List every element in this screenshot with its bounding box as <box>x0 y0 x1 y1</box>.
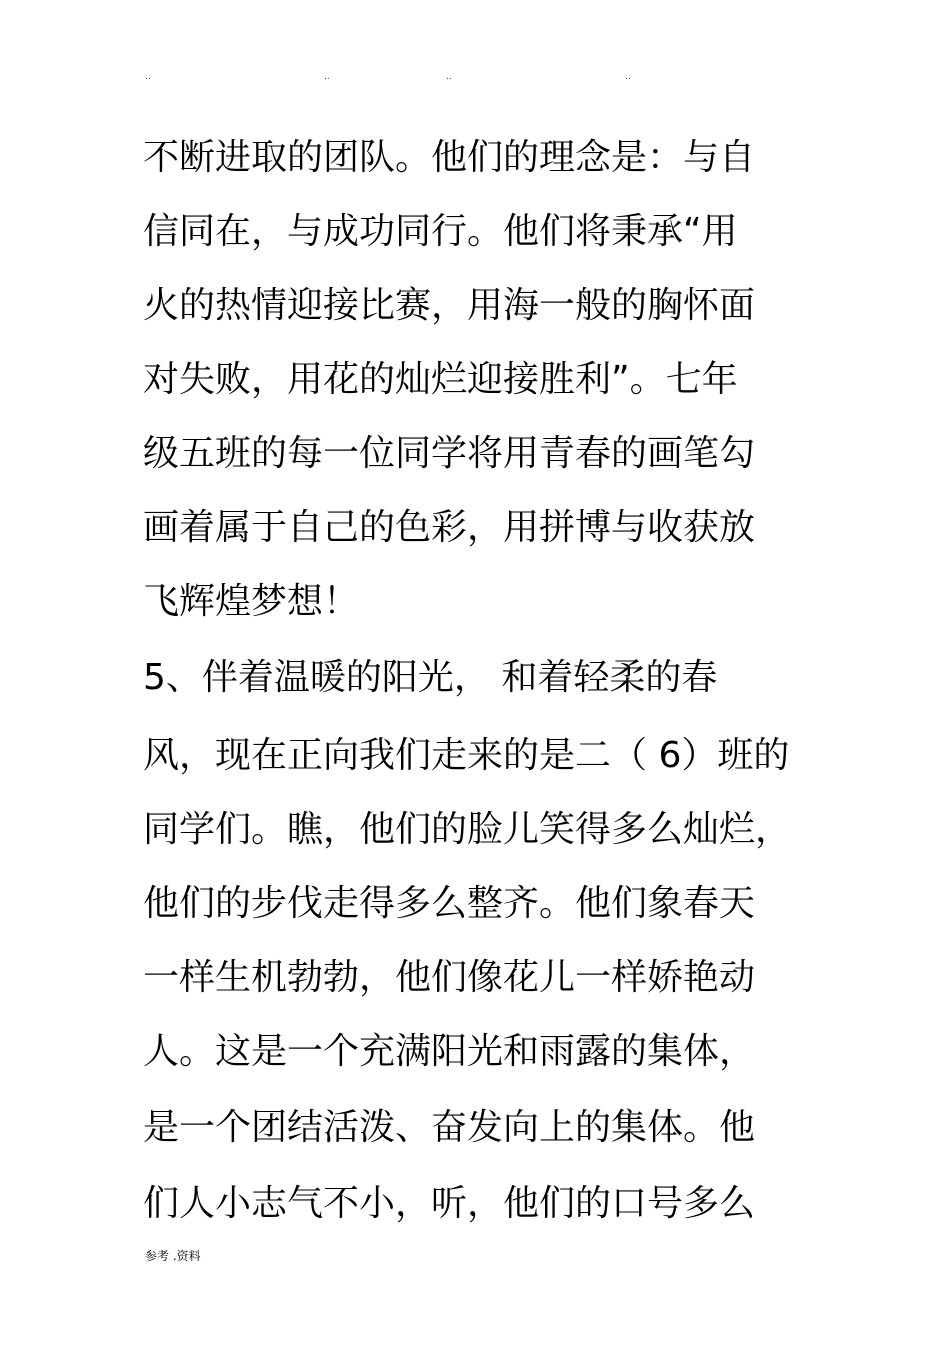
text-line: 们人小志气不小，听，他们的口号多么 <box>143 1183 756 1224</box>
text-line: 一样生机勃勃，他们像花儿一样娇艳动 <box>143 957 756 998</box>
text-line: 同学们。瞧，他们的脸儿笑得多么灿烂， <box>143 809 792 850</box>
text-line: 是一个团结活泼、奋发向上的集体。他 <box>143 1107 756 1148</box>
text-line: 火的热情迎接比赛，用海一般的胸怀面 <box>143 285 756 326</box>
header-mark: .. <box>625 72 631 82</box>
text-line: 不断进取的团队。他们的理念是：与自 <box>143 137 756 178</box>
text-line: 飞辉煌梦想！ <box>143 581 360 622</box>
text-line: 他们的步伐走得多么整齐。他们象春天 <box>143 883 756 924</box>
header-mark: .. <box>145 72 151 82</box>
text-line: 画着属于自己的色彩，用拼博与收获放 <box>143 507 756 548</box>
text-line: 风，现在正向我们走来的是二（ 6）班的 <box>143 735 790 776</box>
text-line: 对失败，用花的灿烂迎接胜利”。七年 <box>143 359 738 400</box>
page-footer: 参考 .资料 <box>145 1249 201 1263</box>
text-line: 信同在，与成功同行。他们将秉承“用 <box>143 211 738 252</box>
text-line: 人。这是一个充满阳光和雨露的集体， <box>143 1031 756 1072</box>
header-mark: .. <box>324 72 330 82</box>
header-mark: .. <box>446 72 452 82</box>
text-line: 级五班的每一位同学将用青春的画笔勾 <box>143 433 756 474</box>
text-line: 5、伴着温暖的阳光， 和着轻柔的春 <box>143 657 718 698</box>
